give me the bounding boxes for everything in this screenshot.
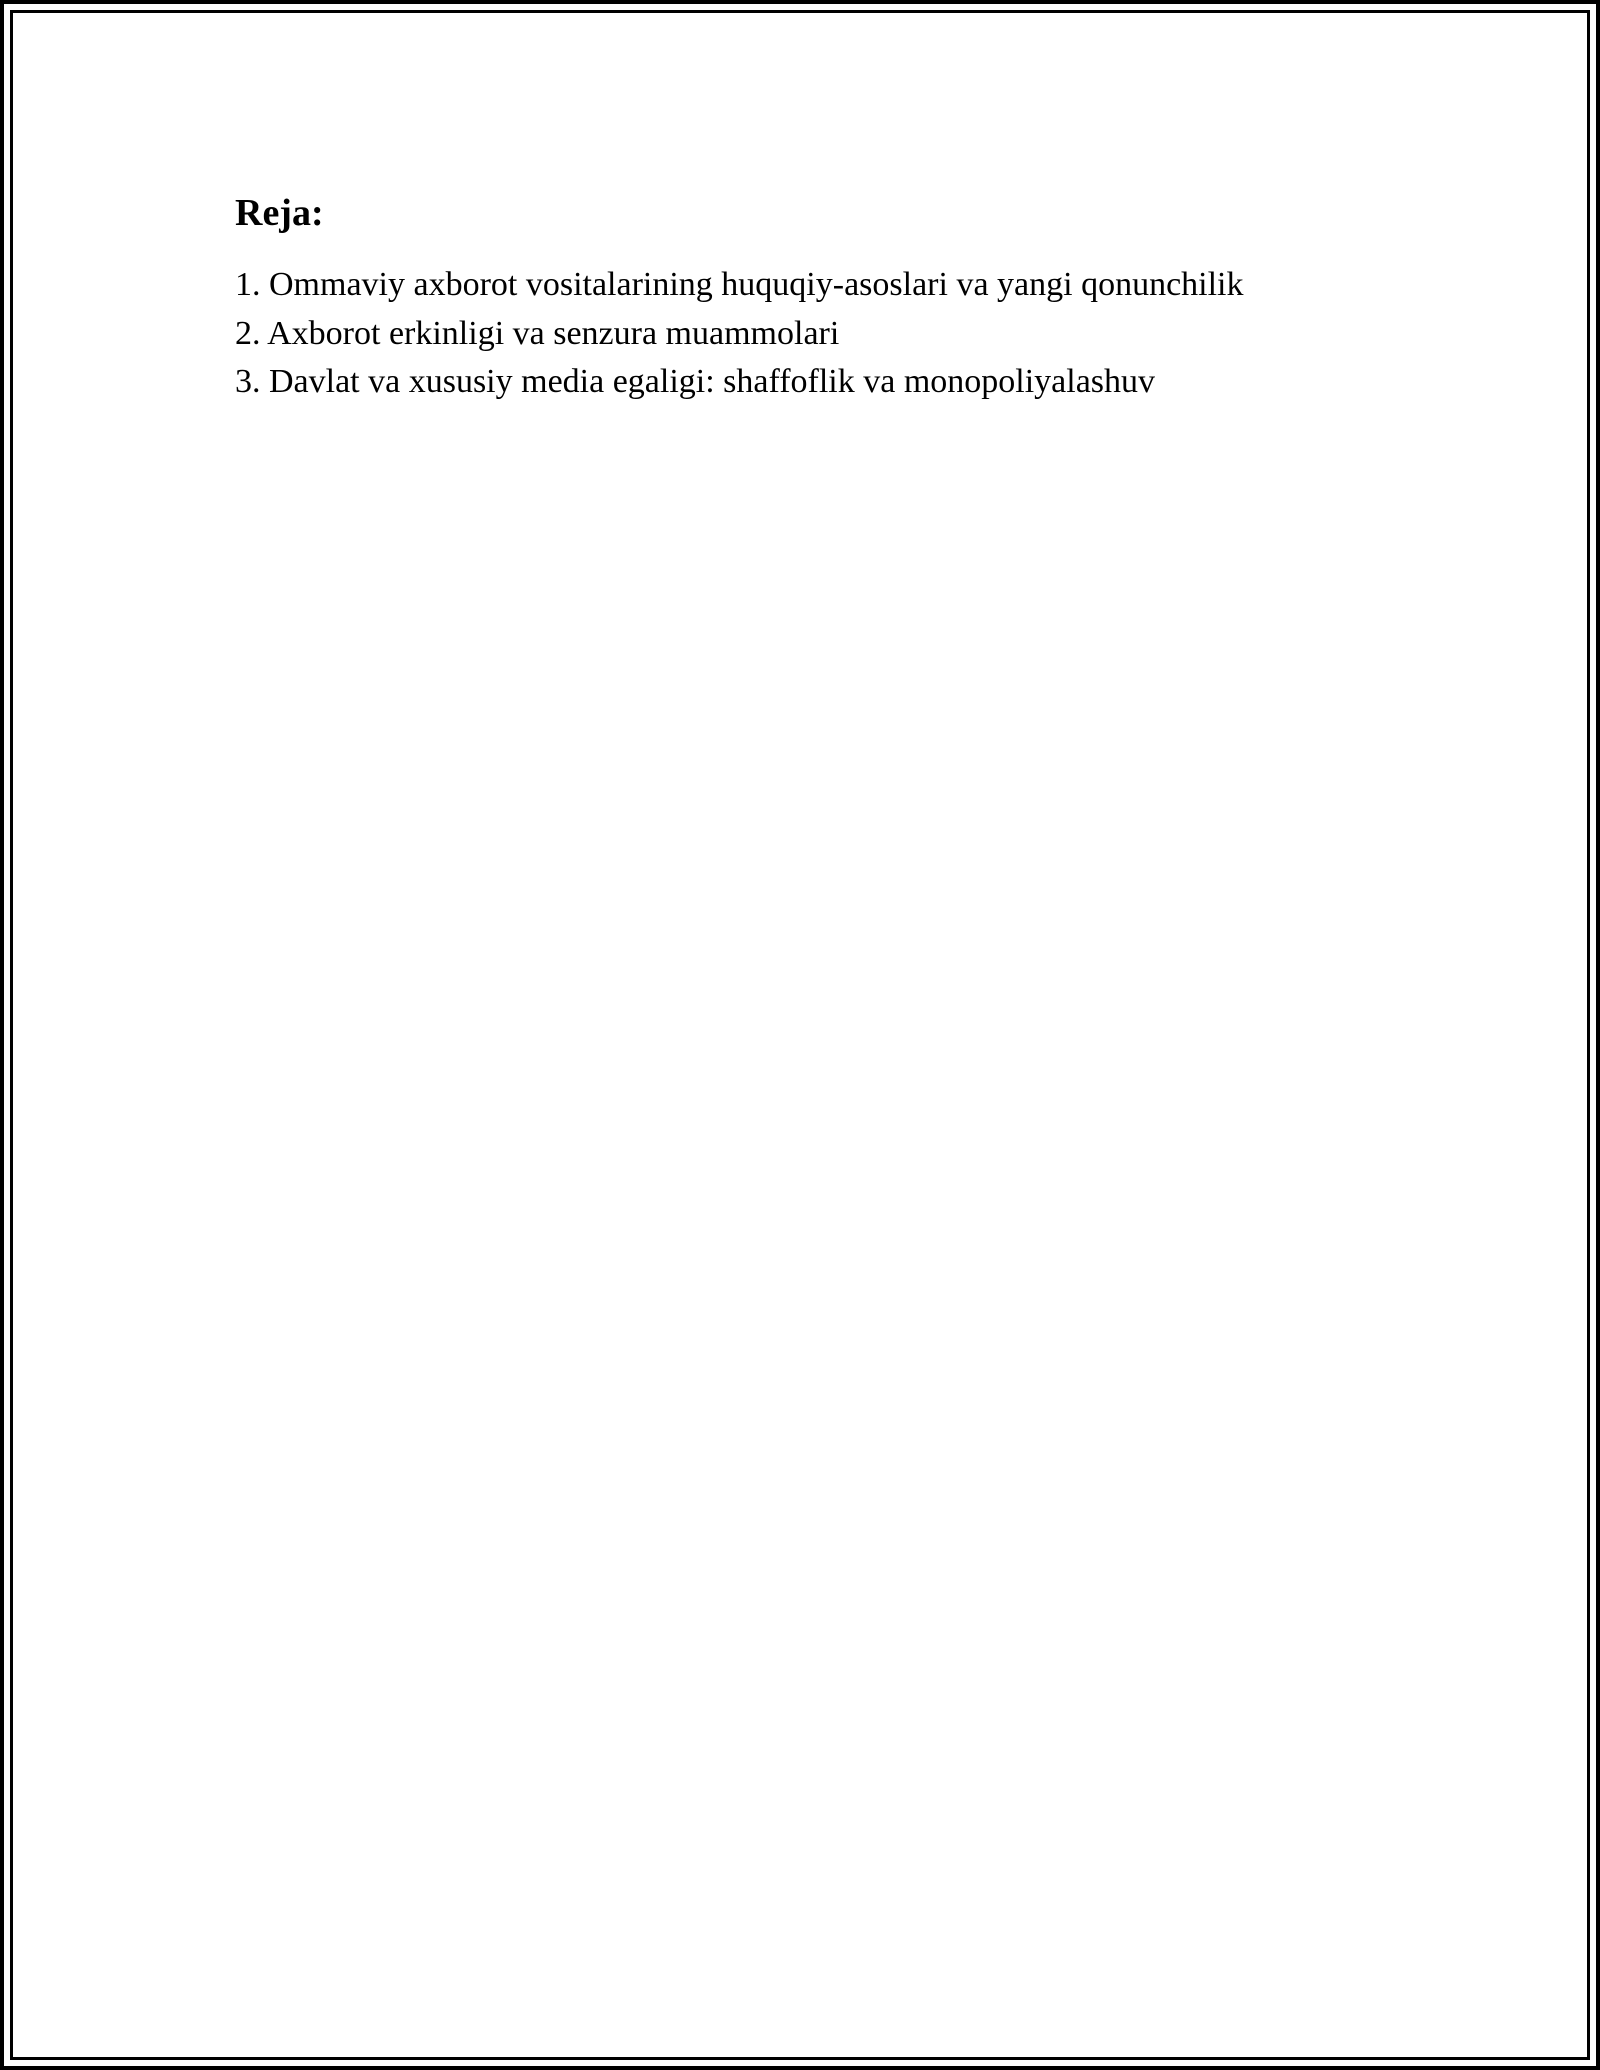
document-page (235, 185, 1435, 407)
plan-item-1: 1. Ommaviy axborot vositalarining huquqiy-asoslari va yangi qonunchilik (235, 266, 1244, 303)
plan-list (235, 261, 1435, 407)
plan-item-2: 2. Axborot erkinligi va senzura muammolari (235, 314, 840, 352)
plan-heading: Reja: (235, 192, 324, 234)
plan-item-3: 3. Davlat va xususiy media egaligi: shaffoflik va monopoliyalashuv (235, 363, 1156, 400)
